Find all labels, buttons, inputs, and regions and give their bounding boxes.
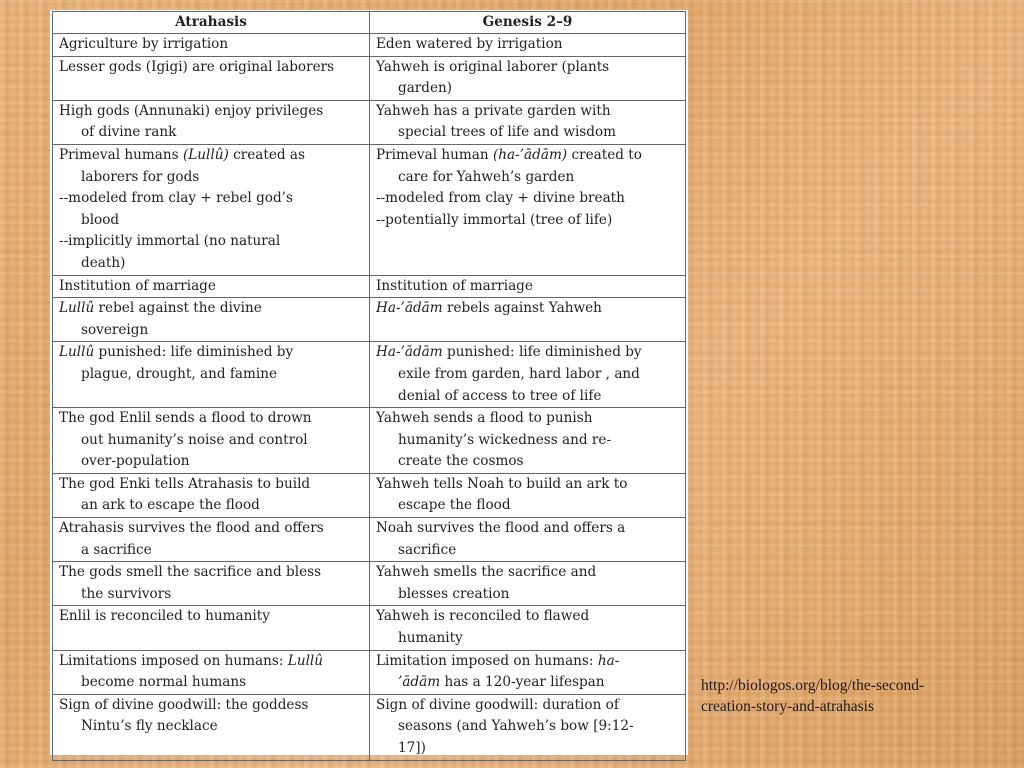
table-cell-atrahasis: [53, 100, 370, 144]
table-cell-genesis: [370, 298, 686, 342]
cell-text-line: [376, 342, 681, 364]
table-cell-atrahasis: [53, 694, 370, 760]
italic-term: Lullû: [59, 300, 95, 317]
cell-text-line: humanity: [398, 630, 463, 647]
source-url-line-2: creation-story-and-atrahasis: [701, 698, 875, 715]
table-body: [53, 34, 686, 761]
cell-text-line: Yahweh is original laborer (plants: [376, 58, 610, 75]
cell-text-line: Yahweh tells Noah to build an ark to: [376, 475, 628, 492]
source-citation: [701, 675, 1001, 717]
table-cell-atrahasis: [53, 650, 370, 694]
text-run: created as: [228, 146, 305, 163]
text-run: rebel against the divine: [94, 300, 262, 317]
table-row: [53, 100, 686, 144]
cell-text-line: Eden watered by irrigation: [376, 36, 563, 52]
text-run: Primeval human: [376, 146, 493, 163]
table-cell-genesis: [370, 56, 686, 100]
cell-text-line: [376, 651, 681, 673]
cell-text-line: out humanity’s noise and control: [81, 431, 308, 448]
slide: [8, 4, 1018, 766]
italic-term: ’ādām: [398, 674, 441, 691]
table-row: [53, 56, 686, 100]
table-row: [53, 298, 686, 342]
table-cell-genesis: [370, 342, 686, 408]
table-cell-genesis: [370, 650, 686, 694]
table-row: [53, 518, 686, 562]
comparison-table-panel: [50, 10, 688, 755]
cell-text-line: Yahweh smells the sacrifice and: [376, 564, 597, 581]
cell-text-line: [59, 298, 365, 320]
cell-text-line: Atrahasis survives the flood and offers: [59, 520, 324, 537]
table-cell-genesis: [370, 144, 686, 275]
table-cell-atrahasis: [53, 275, 370, 298]
cell-text-line: Sign of divine goodwill: duration of: [376, 696, 619, 713]
table-row: [53, 606, 686, 650]
cell-text-line: The god Enlil sends a flood to drown: [59, 410, 312, 427]
cell-text-line: a sacrifice: [81, 541, 152, 558]
table-row: [53, 275, 686, 298]
table-row: [53, 408, 686, 474]
cell-text-line: [376, 672, 681, 694]
cell-text-line: [59, 145, 365, 167]
cell-text-line: Yahweh has a private garden with: [376, 102, 611, 119]
italic-term: (Lullû): [182, 146, 229, 163]
table-cell-atrahasis: [53, 342, 370, 408]
cell-text-line: escape the flood: [398, 497, 511, 514]
cell-text-line: blood: [81, 211, 120, 228]
cell-text-line: Institution of marriage: [59, 277, 216, 294]
cell-text-line: sacrifice: [398, 541, 457, 558]
cell-text-line: exile from garden, hard labor , and: [398, 365, 640, 382]
italic-term: ha-: [597, 652, 620, 669]
table-cell-genesis: [370, 34, 686, 57]
italic-term: Lullû: [59, 344, 95, 361]
table-cell-genesis: [370, 100, 686, 144]
cell-text-line: --modeled from clay + divine breath: [376, 190, 625, 207]
table-header-row: [53, 12, 686, 34]
cell-text-line: Enlil is reconciled to humanity: [59, 608, 270, 625]
table-cell-atrahasis: [53, 562, 370, 606]
table-cell-atrahasis: [53, 34, 370, 57]
table-cell-genesis: [370, 473, 686, 517]
cell-text-line: Sign of divine goodwill: the goddess: [59, 696, 309, 713]
text-run: punished: life diminished by: [94, 344, 294, 361]
cell-text-line: become normal humans: [81, 674, 247, 691]
cell-text-line: Noah survives the flood and offers a: [376, 520, 626, 537]
table-row: [53, 144, 686, 275]
cell-text-line: [376, 145, 681, 167]
cell-text-line: Nintu’s fly necklace: [81, 718, 218, 735]
table-cell-genesis: [370, 518, 686, 562]
cell-text-line: Yahweh is reconciled to flawed: [376, 608, 590, 625]
cell-text-line: The god Enki tells Atrahasis to build: [59, 475, 311, 492]
cell-text-line: the survivors: [81, 585, 172, 602]
text-run: Limitations imposed on humans:: [59, 652, 288, 669]
cell-text-line: over-population: [81, 453, 190, 470]
cell-text-line: [59, 651, 365, 673]
table-cell-genesis: [370, 275, 686, 298]
cell-text-line: special trees of life and wisdom: [398, 124, 617, 141]
table-cell-atrahasis: [53, 473, 370, 517]
cell-text-line: 17]): [398, 740, 426, 756]
cell-text-line: laborers for gods: [81, 168, 200, 185]
cell-text-line: humanity’s wickedness and re-: [398, 431, 612, 448]
table-cell-atrahasis: [53, 144, 370, 275]
cell-text-line: garden): [398, 80, 453, 97]
table-row: [53, 694, 686, 760]
text-run: punished: life diminished by: [442, 344, 642, 361]
cell-text-line: seasons (and Yahweh’s bow [9:12-: [398, 718, 634, 735]
cell-text-line: an ark to escape the flood: [81, 497, 260, 514]
cell-text-line: [59, 342, 365, 364]
cell-text-line: plague, drought, and famine: [81, 365, 278, 382]
table-row: [53, 650, 686, 694]
column-header-genesis: Genesis 2–9: [370, 12, 686, 34]
italic-term: Ha-’ādām: [376, 344, 443, 361]
table-cell-genesis: [370, 694, 686, 760]
text-run: rebels against Yahweh: [442, 300, 602, 317]
text-run: created to: [567, 146, 642, 163]
cell-text-line: blesses creation: [398, 585, 510, 602]
text-run: Limitation imposed on humans:: [376, 652, 598, 669]
cell-text-line: denial of access to tree of life: [398, 387, 602, 404]
cell-text-line: death): [81, 254, 126, 271]
source-url-line-1: http://biologos.org/blog/the-second-: [701, 677, 925, 694]
cell-text-line: Lesser gods (Igigi) are original laborers: [59, 58, 335, 75]
cell-text-line: create the cosmos: [398, 453, 524, 470]
table-row: [53, 473, 686, 517]
table-cell-genesis: [370, 562, 686, 606]
cell-text-line: High gods (Annunaki) enjoy privileges: [59, 102, 324, 119]
table-cell-genesis: [370, 408, 686, 474]
cell-text-line: care for Yahweh’s garden: [398, 168, 575, 185]
cell-text-line: sovereign: [81, 321, 149, 338]
cell-text-line: Yahweh sends a flood to punish: [376, 410, 593, 427]
table-row: [53, 34, 686, 57]
table-cell-atrahasis: [53, 518, 370, 562]
text-run: has a 120-year lifespan: [440, 674, 605, 691]
comparison-table: [52, 11, 686, 761]
table-cell-genesis: [370, 606, 686, 650]
table-cell-atrahasis: [53, 606, 370, 650]
table-row: [53, 562, 686, 606]
table-cell-atrahasis: [53, 298, 370, 342]
table-cell-atrahasis: [53, 408, 370, 474]
text-run: Primeval humans: [59, 146, 183, 163]
cell-text-line: [376, 298, 681, 320]
cell-text-line: The gods smell the sacrifice and bless: [59, 564, 322, 581]
column-header-atrahasis: Atrahasis: [53, 12, 370, 34]
italic-term: Ha-’ādām: [376, 300, 443, 317]
cell-text-line: --modeled from clay + rebel god’s: [59, 190, 293, 207]
cell-text-line: --potentially immortal (tree of life): [376, 211, 613, 228]
cell-text-line: --implicitly immortal (no natural: [59, 233, 281, 250]
table-cell-atrahasis: [53, 56, 370, 100]
cell-text-line: Agriculture by irrigation: [59, 36, 229, 52]
cell-text-line: of divine rank: [81, 124, 177, 141]
italic-term: Lullû: [287, 652, 324, 669]
cell-text-line: Institution of marriage: [376, 277, 533, 294]
italic-term: (ha-’ādām): [492, 146, 568, 163]
table-row: [53, 342, 686, 408]
